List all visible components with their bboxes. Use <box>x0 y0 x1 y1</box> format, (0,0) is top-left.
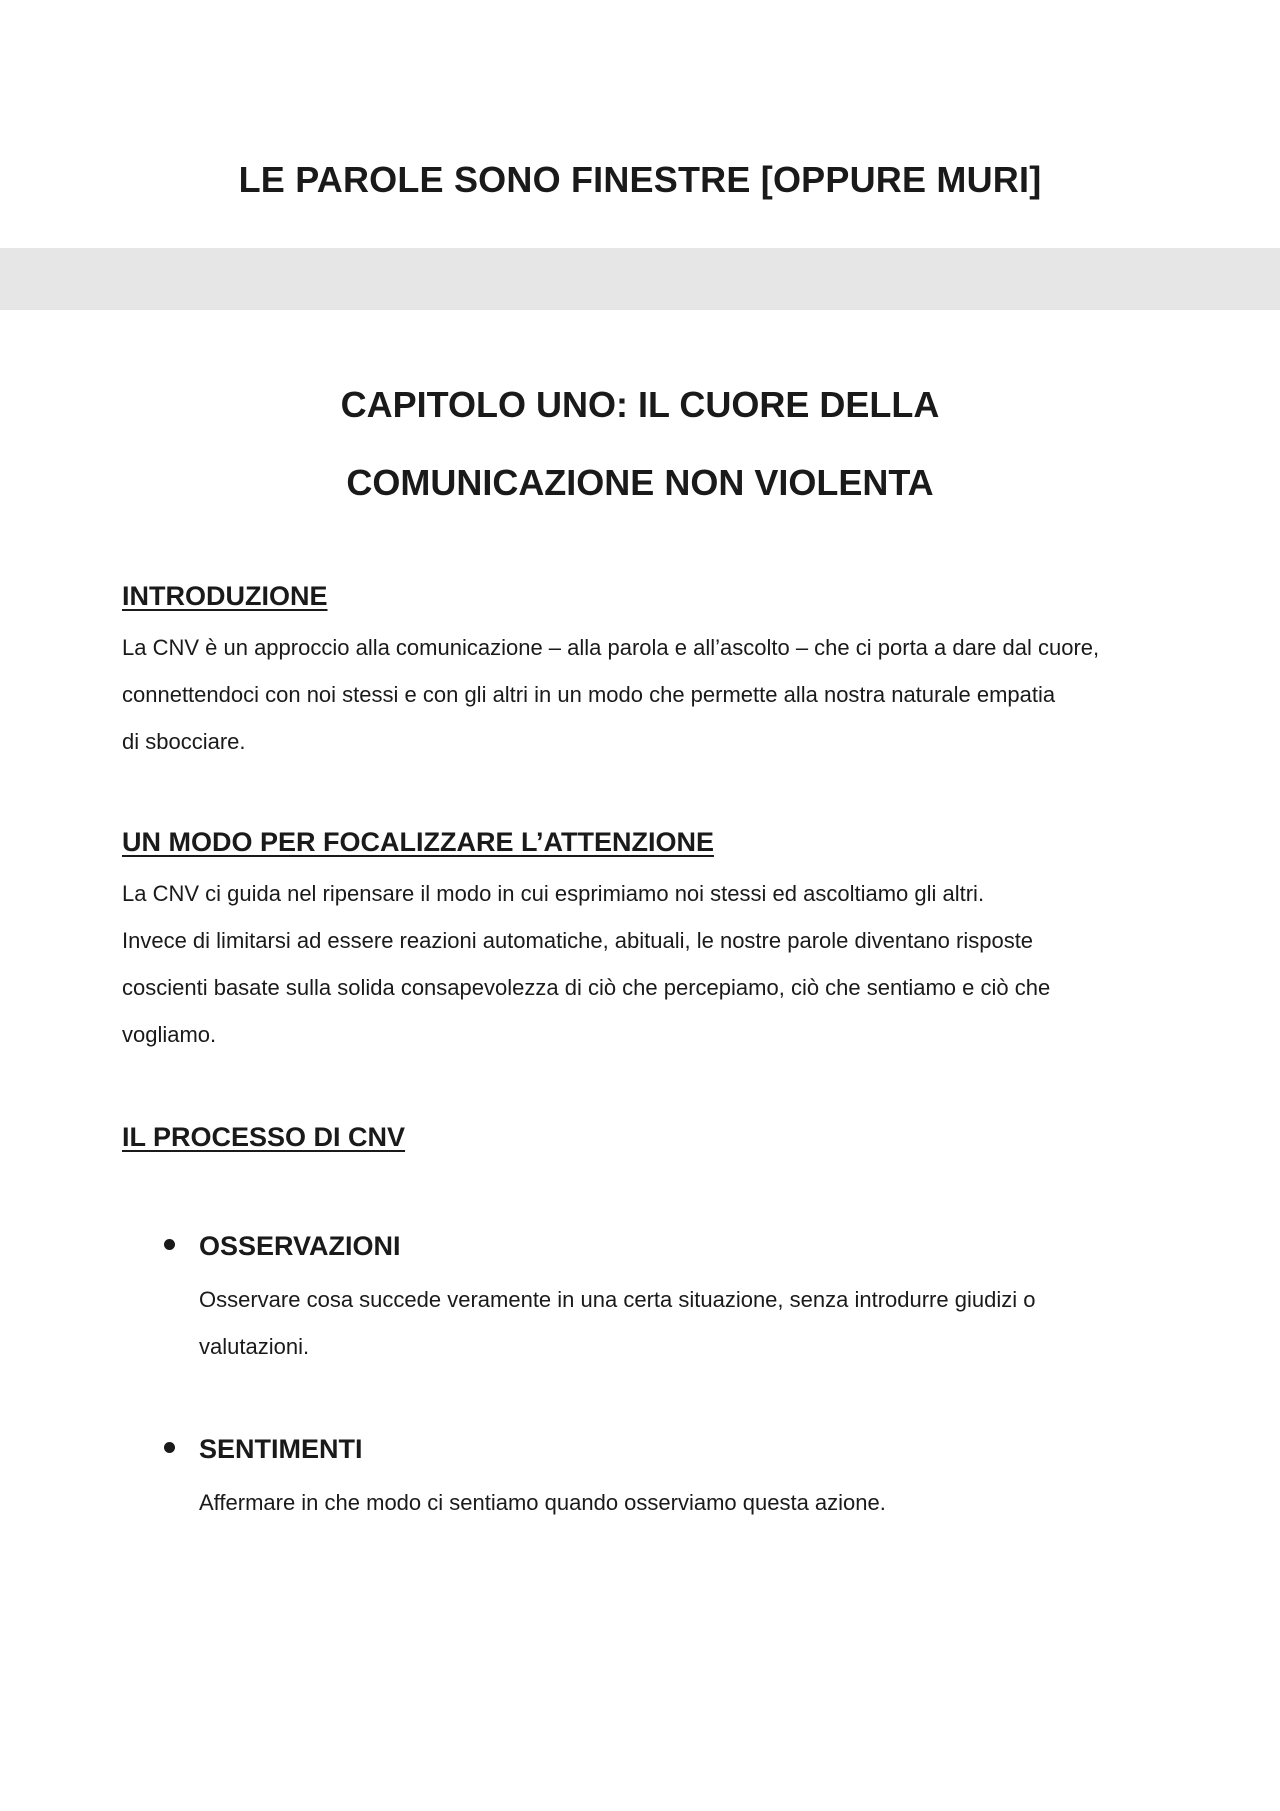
paragraph-line: connettendoci con noi stessi e con gli altri in un modo che permette alla nostra naturale empatia <box>122 682 1056 707</box>
process-step-line: valutazioni. <box>199 1334 310 1359</box>
process-step-header <box>160 1427 1160 1471</box>
paragraph-line: La CNV ci guida nel ripensare il modo in cui esprimiamo noi stessi ed ascoltiamo gli altri. <box>122 881 985 906</box>
paragraph-line: vogliamo. <box>122 1022 217 1047</box>
section-processo-cnv <box>122 1117 1172 1157</box>
process-step-osservazioni <box>160 1224 1160 1370</box>
paragraph-line: Invece di limitarsi ad essere reazioni automatiche, abituali, le nostre parole diventano risposte <box>122 928 1034 953</box>
chapter-title-line: COMUNICAZIONE NON VIOLENTA <box>346 462 934 503</box>
process-step-title: OSSERVAZIONI <box>199 1231 401 1261</box>
document-title: LE PAROLE SONO FINESTRE [OPPURE MURI] <box>238 159 1042 200</box>
process-step-title: SENTIMENTI <box>199 1434 363 1464</box>
bullet-icon <box>164 1239 175 1250</box>
section-focalizzare-attenzione <box>122 822 1172 1058</box>
paragraph-line: di sbocciare. <box>122 729 246 754</box>
section-introduzione <box>122 576 1172 765</box>
process-step-line: Osservare cosa succede veramente in una certa situazione, senza introdurre giudizi o <box>199 1287 1036 1312</box>
section-heading: INTRODUZIONE <box>122 581 328 611</box>
process-step-line: Affermare in che modo ci sentiamo quando osserviamo questa azione. <box>199 1490 886 1515</box>
paragraph-line: La CNV è un approccio alla comunicazione – alla parola e all’ascolto – che ci porta a dare dal cuore, <box>122 635 1100 660</box>
bullet-icon <box>164 1442 175 1453</box>
process-step-header <box>160 1224 1160 1268</box>
chapter-title-line: CAPITOLO UNO: IL CUORE DELLA <box>340 384 940 425</box>
chapter-title <box>0 366 1280 522</box>
header-band <box>0 248 1280 310</box>
section-heading: UN MODO PER FOCALIZZARE L’ATTENZIONE <box>122 827 714 857</box>
paragraph-line: coscienti basate sulla solida consapevolezza di ciò che percepiamo, ciò che sentiamo e ciò che <box>122 975 1051 1000</box>
process-step-sentimenti <box>160 1427 1160 1526</box>
section-heading: IL PROCESSO DI CNV <box>122 1122 406 1152</box>
